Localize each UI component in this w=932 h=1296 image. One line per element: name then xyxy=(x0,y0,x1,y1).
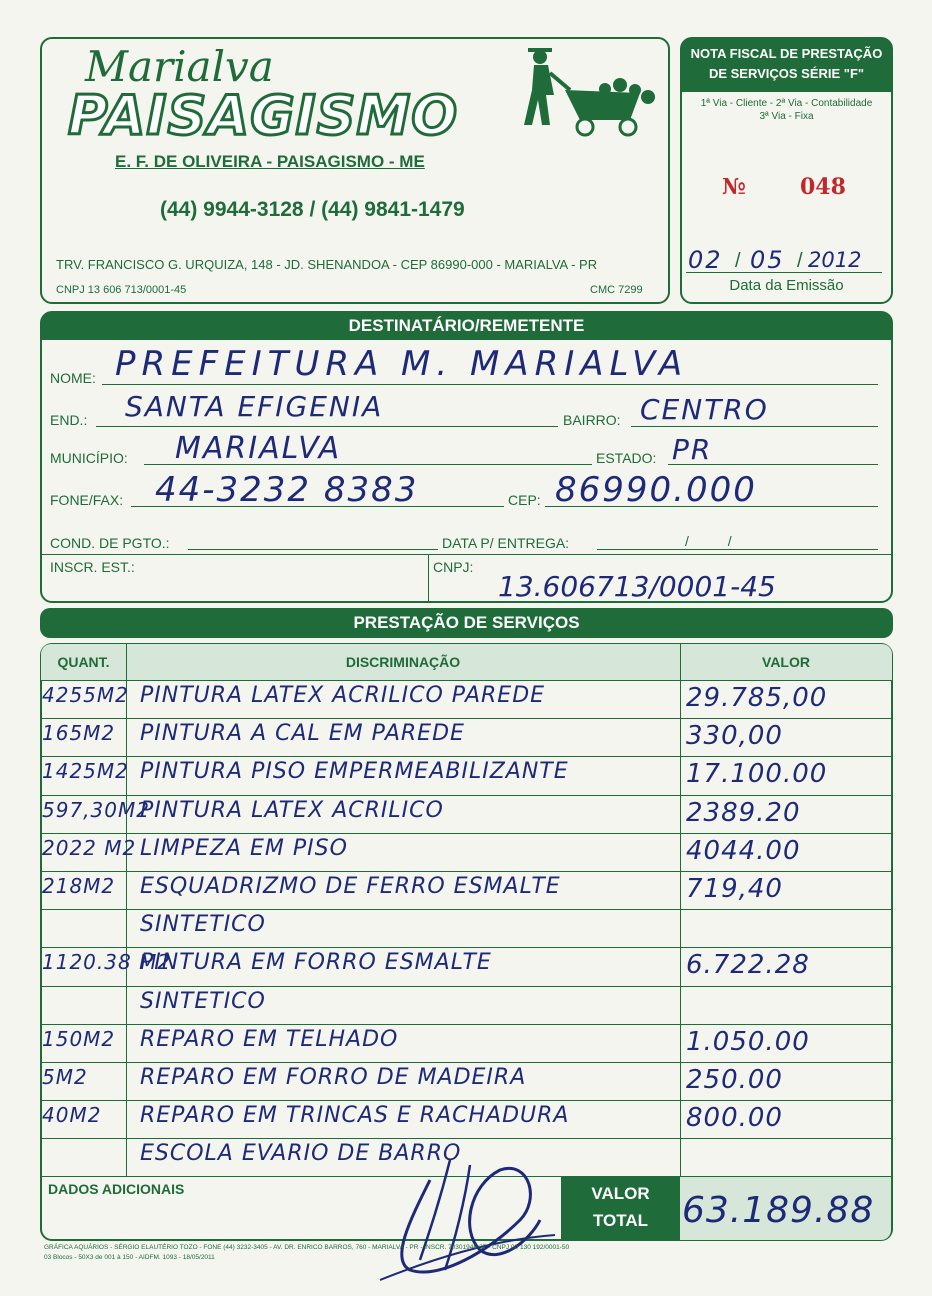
brand-main-text: PAISAGISMO xyxy=(68,84,459,147)
inscr-divider xyxy=(428,554,429,601)
entrega-label: DATA P/ ENTREGA: xyxy=(442,535,570,551)
company-address: TRV. FRANCISCO G. URQUIZA, 148 - JD. SHENANDOA - CEP 86990-000 - MARIALVA - PR xyxy=(56,257,598,272)
cep-value: 86990.000 xyxy=(555,470,757,510)
row-quant: 2022 M2 xyxy=(42,835,137,860)
row-desc: REPARO EM TELHADO xyxy=(140,1026,399,1052)
valor-total-value: 63.189.88 xyxy=(682,1190,875,1231)
row-valor: 17.100.00 xyxy=(686,759,828,790)
date-month: 05 xyxy=(750,246,785,274)
company-name: E. F. DE OLIVEIRA - PAISAGISMO - ME xyxy=(115,152,425,171)
nome-value: PREFEITURA M. MARIALVA xyxy=(115,344,689,384)
date-sep1: / xyxy=(735,250,741,272)
end-line xyxy=(96,426,558,427)
footer-line1: GRÁFICA AQUÁRIOS - SÉRGIO ELAUTÉRIO TOZO - FONE (44) 3232-3405 - AV. DR. ENRICO BARROS, 760 - MARIALVA - PR - INSCR. 70301946-37 - CNPJ 00 130 192/0001-50 xyxy=(44,1244,570,1251)
row-quant: 165M2 xyxy=(42,721,116,746)
row-line xyxy=(41,1024,892,1025)
row-desc: PINTURA EM FORRO ESMALTE xyxy=(140,950,492,976)
estado-label: ESTADO: xyxy=(596,450,657,466)
inscr-label: INSCR. EST.: xyxy=(50,559,135,575)
bairro-label: BAIRRO: xyxy=(563,412,621,428)
col-disc-header: DISCRIMINAÇÃO xyxy=(345,654,461,670)
row-quant: 40M2 xyxy=(42,1103,102,1128)
row-valor: 6.722.28 xyxy=(686,950,810,981)
row-quant: 5M2 xyxy=(42,1065,88,1089)
cond-pgto-line xyxy=(188,549,438,550)
company-phones: (44) 9944-3128 / (44) 9841-1479 xyxy=(160,198,465,221)
nota-number: 048 xyxy=(800,174,846,200)
inscr-top-line xyxy=(41,554,892,555)
row-line xyxy=(41,871,892,872)
date-label: Data da Emissão xyxy=(729,277,844,294)
end-label: END.: xyxy=(50,412,88,428)
date-sep2: / xyxy=(797,250,803,272)
nome-line xyxy=(102,384,878,385)
row-desc: LIMPEZA EM PISO xyxy=(140,835,348,861)
nota-vias-line1: 1ª Via - Cliente - 2ª Via - Contabilidade xyxy=(700,98,873,109)
end-value: SANTA EFIGENIA xyxy=(125,390,384,423)
header-bottom-line xyxy=(41,680,892,681)
row-desc: ESQUADRIZMO DE FERRO ESMALTE xyxy=(140,874,561,899)
col-valor-header: VALOR xyxy=(762,654,810,670)
estado-value: PR xyxy=(672,433,713,466)
row-desc: PINTURA A CAL EM PAREDE xyxy=(140,721,465,747)
row-line xyxy=(41,718,892,719)
fone-value: 44-3232 8383 xyxy=(155,470,419,510)
row-quant: 597,30M2 xyxy=(42,797,150,822)
nota-title-line1: NOTA FISCAL DE PRESTAÇÃO xyxy=(690,46,883,61)
brand-top-text: Marialva xyxy=(85,42,274,91)
row-valor: 1.050.00 xyxy=(686,1026,810,1057)
row-desc: SINTETICO xyxy=(140,912,266,938)
fone-label: FONE/FAX: xyxy=(50,492,124,508)
row-desc: PINTURA LATEX ACRILICO xyxy=(140,797,444,823)
valor-total-label2: TOTAL xyxy=(592,1211,649,1230)
municipio-label: MUNICÍPIO: xyxy=(50,450,128,466)
row-desc: ESCOLA EVARIO DE BARRO xyxy=(140,1141,462,1167)
nome-label: NOME: xyxy=(50,370,96,386)
row-valor: 330,00 xyxy=(686,721,783,752)
row-valor: 719,40 xyxy=(686,874,783,904)
valor-total-label1: VALOR xyxy=(591,1184,650,1203)
row-line xyxy=(41,986,892,987)
row-valor: 4044.00 xyxy=(686,835,801,866)
cnpj-label: CNPJ: xyxy=(433,559,474,575)
nota-vias-line2: 3ª Via - Fixa xyxy=(759,111,814,122)
nota-number-prefix: № xyxy=(722,174,746,200)
row-desc: PINTURA PISO EMPERMEABILIZANTE xyxy=(140,759,569,785)
cnpj-value: 13.606713/0001-45 xyxy=(498,570,776,603)
row-quant: 218M2 xyxy=(42,874,116,898)
cep-label: CEP: xyxy=(508,492,541,508)
signature-icon xyxy=(370,1140,560,1290)
row-valor: 800.00 xyxy=(686,1103,783,1134)
date-day: 02 xyxy=(688,246,723,274)
row-quant: 1120.38 M2 xyxy=(42,950,172,975)
row-valor: 29.785,00 xyxy=(686,683,828,713)
row-quant: 150M2 xyxy=(42,1026,116,1051)
col-quant-header: QUANT. xyxy=(57,654,110,670)
dados-label: DADOS ADICIONAIS xyxy=(48,1181,185,1197)
date-year: 2012 xyxy=(808,248,862,272)
servicos-title: PRESTAÇÃO DE SERVIÇOS xyxy=(40,608,893,638)
row-valor: 250.00 xyxy=(686,1065,783,1095)
company-cmc: CMC 7299 xyxy=(590,284,643,296)
date-underline xyxy=(686,272,882,273)
destinatario-title: DESTINATÁRIO/REMETENTE xyxy=(41,312,892,340)
row-valor: 2389.20 xyxy=(686,797,801,828)
row-line xyxy=(41,1100,892,1101)
row-quant: 4255M2 xyxy=(42,683,129,707)
row-line xyxy=(41,1062,892,1063)
row-desc: SINTETICO xyxy=(140,988,266,1014)
row-line xyxy=(41,833,892,834)
row-desc: REPARO EM FORRO DE MADEIRA xyxy=(140,1065,527,1090)
row-desc: REPARO EM TRINCAS E RACHADURA xyxy=(140,1103,570,1129)
entrega-line xyxy=(597,549,878,550)
cond-pgto-label: COND. DE PGTO.: xyxy=(50,535,170,551)
row-line xyxy=(41,756,892,757)
row-line xyxy=(41,909,892,910)
row-line xyxy=(41,947,892,948)
bairro-line xyxy=(631,426,878,427)
row-quant: 1425M2 xyxy=(42,759,129,784)
nota-title-line2: DE SERVIÇOS SÉRIE "F" xyxy=(708,66,865,81)
footer-line2: 03 Blocos - 50X3 de 001 à 150 - AIDFM. 1093 - 18/05/2011 xyxy=(44,1254,215,1261)
row-line xyxy=(41,795,892,796)
gardener-logo-icon xyxy=(510,45,670,140)
bairro-value: CENTRO xyxy=(640,393,769,426)
company-cnpj: CNPJ 13 606 713/0001-45 xyxy=(56,284,187,296)
row-desc: PINTURA LATEX ACRILICO PAREDE xyxy=(140,683,546,708)
entrega-separators: / / xyxy=(685,533,732,549)
municipio-value: MARIALVA xyxy=(175,431,342,466)
